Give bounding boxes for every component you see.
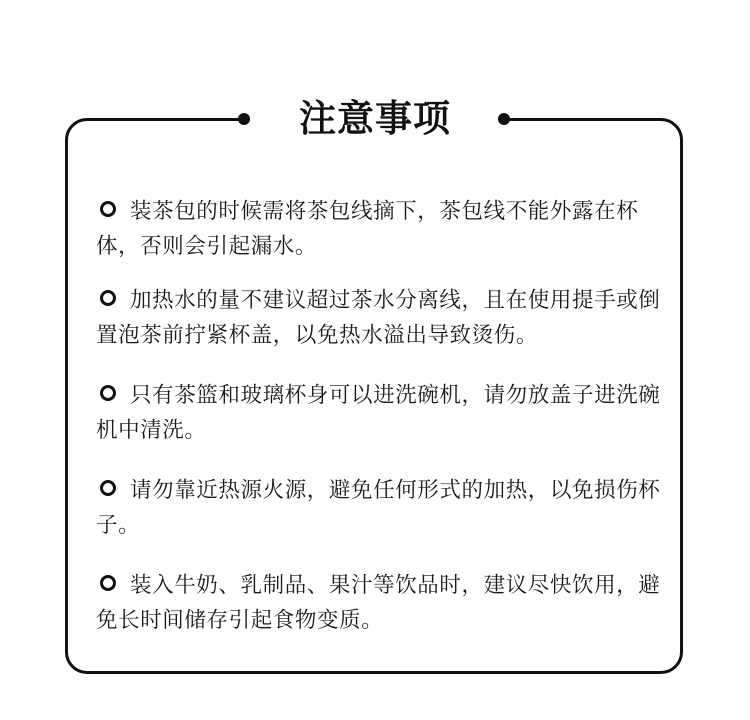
- notice-item: [96, 283, 662, 353]
- notice-item: [96, 568, 662, 638]
- ring-bullet-icon: [100, 575, 116, 591]
- notice-item: [96, 194, 662, 264]
- notice-item-text: 装入牛奶、乳制品、果汁等饮品时，建议尽快饮用，避免长时间储存引起食物变质。: [96, 573, 661, 633]
- notice-item: [96, 473, 662, 543]
- ring-bullet-icon: [100, 480, 116, 496]
- notice-item-text: 加热水的量不建议超过茶水分离线，且在使用提手或倒置泡茶前拧紧杯盖，以免热水溢出导致烫伤。: [96, 288, 661, 348]
- notice-item-text: 只有茶篮和玻璃杯身可以进洗碗机，请勿放盖子进洗碗机中清洗。: [96, 383, 661, 443]
- notice-item-text: 装茶包的时候需将茶包线摘下，茶包线不能外露在杯体，否则会引起漏水。: [96, 199, 639, 259]
- right-dot-icon: [498, 113, 510, 125]
- left-dot-icon: [238, 113, 250, 125]
- notice-item: [96, 378, 662, 448]
- ring-bullet-icon: [100, 290, 116, 306]
- ring-bullet-icon: [100, 385, 116, 401]
- ring-bullet-icon: [100, 201, 116, 217]
- notice-header: [0, 92, 750, 146]
- notice-title: 注意事项: [299, 97, 451, 140]
- notice-item-text: 请勿靠近热源火源，避免任何形式的加热，以免损伤杯子。: [96, 478, 661, 538]
